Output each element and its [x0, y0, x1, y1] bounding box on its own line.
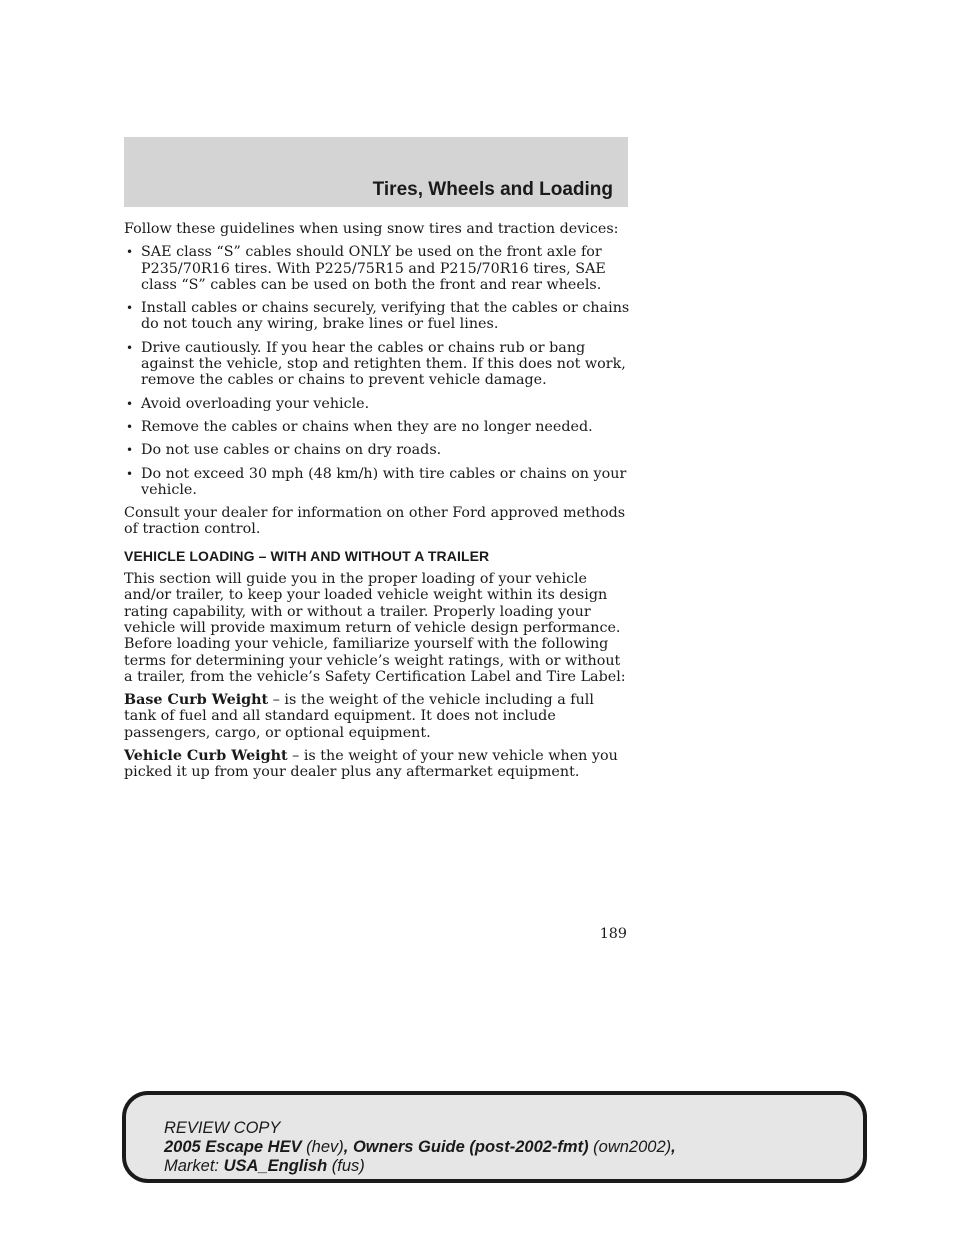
footer-market-label: Market: [164, 1157, 224, 1175]
definition-base-curb-weight [124, 692, 630, 741]
consult-dealer-paragraph: Consult your dealer for information on other Ford approved methods of traction control. [124, 505, 626, 538]
section-header-band [124, 137, 628, 207]
list-item [124, 396, 630, 412]
bullet-icon: • [126, 396, 134, 411]
bullet-icon: • [126, 340, 134, 355]
snow-tire-intro: Follow these guidelines when using snow tires and traction devices: [124, 221, 619, 237]
review-copy-label: REVIEW COPY [164, 1119, 281, 1137]
definition-text: – is the weight of the vehicle including a full tank of fuel and all standard equipment. It does not include passengers, cargo, or optional equipment. [124, 692, 594, 741]
list-item [124, 340, 630, 389]
bullet-icon: • [126, 466, 134, 481]
list-item [124, 300, 630, 333]
definition-vehicle-curb-weight [124, 748, 630, 781]
footer-document-line [164, 1138, 676, 1157]
list-item-text: Drive cautiously. If you hear the cables or chains rub or bang against the vehicle, stop and retighten them. If this does not work, remove the cables or chains to prevent vehicle damage. [141, 339, 626, 389]
footer-guide: Owners Guide (post-2002-fmt) [352, 1138, 589, 1156]
footer-market-code: (fus) [327, 1157, 365, 1175]
list-item-text: Remove the cables or chains when they are no longer needed. [141, 418, 593, 435]
list-item-text: Do not use cables or chains on dry roads. [141, 442, 442, 459]
list-item-text: SAE class “S” cables should ONLY be used on the front axle for P235/70R16 tires. With P225/75R15 and P215/70R16 tires, SAE class “S” cables can be used on both the front and rear wheels. [141, 244, 606, 293]
definition-term: Vehicle Curb Weight [124, 748, 288, 765]
bullet-icon: • [126, 419, 134, 434]
traction-guidelines-list [124, 244, 630, 498]
bullet-icon: • [126, 245, 134, 260]
vehicle-loading-heading: VEHICLE LOADING – WITH AND WITHOUT A TRAILER [124, 547, 490, 564]
definition-term: Base Curb Weight [124, 692, 269, 709]
vehicle-loading-intro: This section will guide you in the proper loading of your vehicle and/or trailer, to keep your loaded vehicle weight within its design rating capability, with or without a trailer. Properly loading your vehicle will provide maximum return of vehicle design performance. Before loading your vehicle, familiarize yourself with the following terms for determining your vehicle’s weight ratings, with or without a trailer, from the vehicle’s Safety Certification Label and Tire Label: [124, 571, 626, 685]
footer-text [164, 1119, 676, 1176]
list-item-text: Do not exceed 30 mph (48 km/h) with tire cables or chains on your vehicle. [141, 465, 627, 498]
bullet-icon: • [126, 301, 134, 316]
list-item-text: Avoid overloading your vehicle. [141, 395, 370, 412]
footer-separator: , [671, 1138, 676, 1156]
footer-guide-code: (own2002) [588, 1138, 672, 1156]
footer-separator: , [343, 1138, 353, 1156]
footer-market: USA_English [223, 1157, 328, 1175]
page-number: 189 [599, 926, 627, 942]
list-item [124, 466, 630, 499]
definition-text: – is the weight of your new vehicle when you picked it up from your dealer plus any aftermarket equipment. [124, 748, 618, 781]
footer-market-line [164, 1157, 676, 1176]
page-content [124, 221, 630, 788]
review-copy-footer [122, 1091, 867, 1183]
list-item [124, 419, 630, 435]
list-item-text: Install cables or chains securely, verifying that the cables or chains do not touch any wiring, brake lines or fuel lines. [141, 300, 630, 333]
list-item [124, 244, 630, 293]
list-item [124, 442, 630, 458]
bullet-icon: • [126, 443, 134, 458]
footer-model: 2005 Escape HEV [164, 1138, 302, 1156]
section-title: Tires, Wheels and Loading [372, 179, 613, 200]
footer-model-code: (hev) [301, 1138, 344, 1156]
